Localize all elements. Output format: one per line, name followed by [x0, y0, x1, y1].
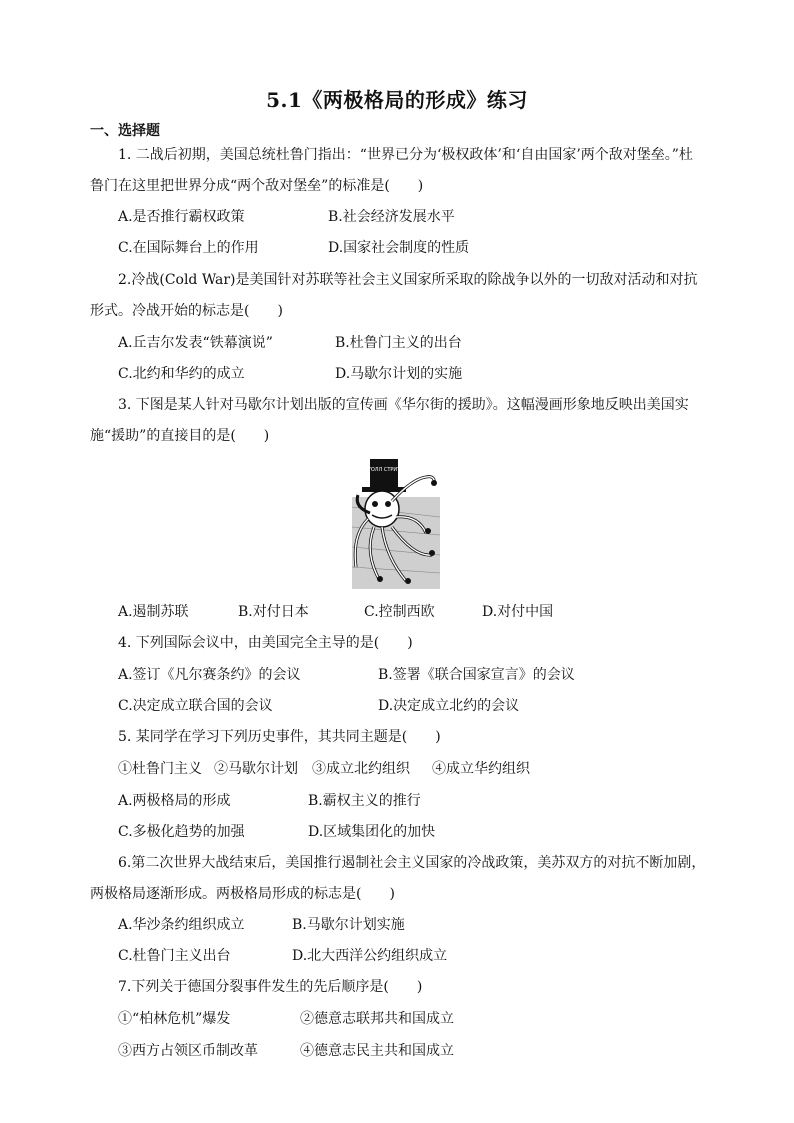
question-6-option-d: D.北大西洋公约组织成立	[292, 948, 448, 964]
question-5-option-c: C.多极化趋势的加强	[118, 824, 245, 840]
question-5-option-b: B.霸权主义的推行	[308, 793, 421, 809]
question-4-option-c: C.决定成立联合国的会议	[118, 698, 273, 714]
question-7-item-3: ③西方占领区币制改革	[118, 1043, 258, 1059]
question-5-option-a: A.两极格局的形成	[118, 793, 231, 809]
question-5-item-1: ①杜鲁门主义	[118, 761, 202, 777]
question-2-stem: 2.冷战(Cold War)是美国针对苏联等社会主义国家所采取的除战争以外的一切敌对活动和对抗形式。冷战开始的标志是( )	[90, 272, 698, 319]
section-heading: 一、选择题	[90, 123, 160, 139]
question-2-option-b: B.杜鲁门主义的出台	[335, 335, 462, 351]
question-3-option-d: D.对付中国	[482, 604, 554, 620]
page-title: 5.1《两极格局的形成》练习	[266, 88, 528, 112]
question-6-option-b: B.马歇尔计划实施	[292, 917, 405, 933]
question-5-item-2: ②马歇尔计划	[214, 761, 298, 777]
question-6-stem: 6.第二次世界大战结束后，美国推行遏制社会主义国家的冷战政策，美苏双方的对抗不断加剧，两极格局逐渐形成。两极格局形成的标志是( )	[90, 855, 706, 902]
question-4-option-a: A.签订《凡尔赛条约》的会议	[118, 667, 301, 683]
question-4-option-b: B.签署《联合国家宣言》的会议	[378, 667, 575, 683]
question-3-option-a: A.遏制苏联	[118, 604, 189, 620]
question-4-stem: 4. 下列国际会议中，由美国完全主导的是( )	[118, 635, 413, 651]
question-5-item-3: ③成立北约组织	[312, 761, 410, 777]
question-3-option-c: C.控制西欧	[364, 604, 435, 620]
question-6-option-c: C.杜鲁门主义出台	[118, 948, 231, 964]
question-5-item-4: ④成立华约组织	[432, 761, 530, 777]
question-3-stem: 3. 下图是某人针对马歇尔计划出版的宣传画《华尔街的援助》。这幅漫画形象地反映出美国实施“援助”的直接目的是( )	[90, 397, 689, 444]
question-5-option-d: D.区域集团化的加快	[308, 824, 436, 840]
question-7-item-2: ②德意志联邦共和国成立	[300, 1011, 454, 1027]
question-7-stem: 7.下列关于德国分裂事件发生的先后顺序是( )	[118, 979, 423, 995]
question-5-stem: 5. 某同学在学习下列历史事件，其共同主题是( )	[118, 729, 441, 745]
question-4-option-d: D.决定成立北约的会议	[378, 698, 520, 714]
question-3-option-b: B.对付日本	[238, 604, 309, 620]
question-1-option-a: A.是否推行霸权政策	[118, 209, 245, 225]
question-7-item-1: ①“柏林危机”爆发	[118, 1011, 231, 1027]
hat-label: УОЛЛ СТРИТ	[367, 467, 401, 473]
octopus-cartoon-image	[352, 457, 440, 589]
question-2-option-c: C.北约和华约的成立	[118, 366, 245, 382]
question-2-option-d: D.马歇尔计划的实施	[335, 366, 463, 382]
question-1-option-c: C.在国际舞台上的作用	[118, 240, 259, 256]
question-1-stem: 1. 二战后初期，美国总统杜鲁门指出：“世界已分为‘极权政体’和‘自由国家’两个敌对堡垒。”杜鲁门在这里把世界分成“两个敌对堡垒”的标准是( )	[90, 147, 693, 194]
cartoon-figure	[352, 457, 440, 589]
question-2-option-a: A.丘吉尔发表“铁幕演说”	[118, 335, 273, 351]
question-6-option-a: A.华沙条约组织成立	[118, 917, 245, 933]
question-7-item-4: ④德意志民主共和国成立	[300, 1043, 454, 1059]
question-1-option-d: D.国家社会制度的性质	[328, 240, 470, 256]
question-1-option-b: B.社会经济发展水平	[328, 209, 455, 225]
